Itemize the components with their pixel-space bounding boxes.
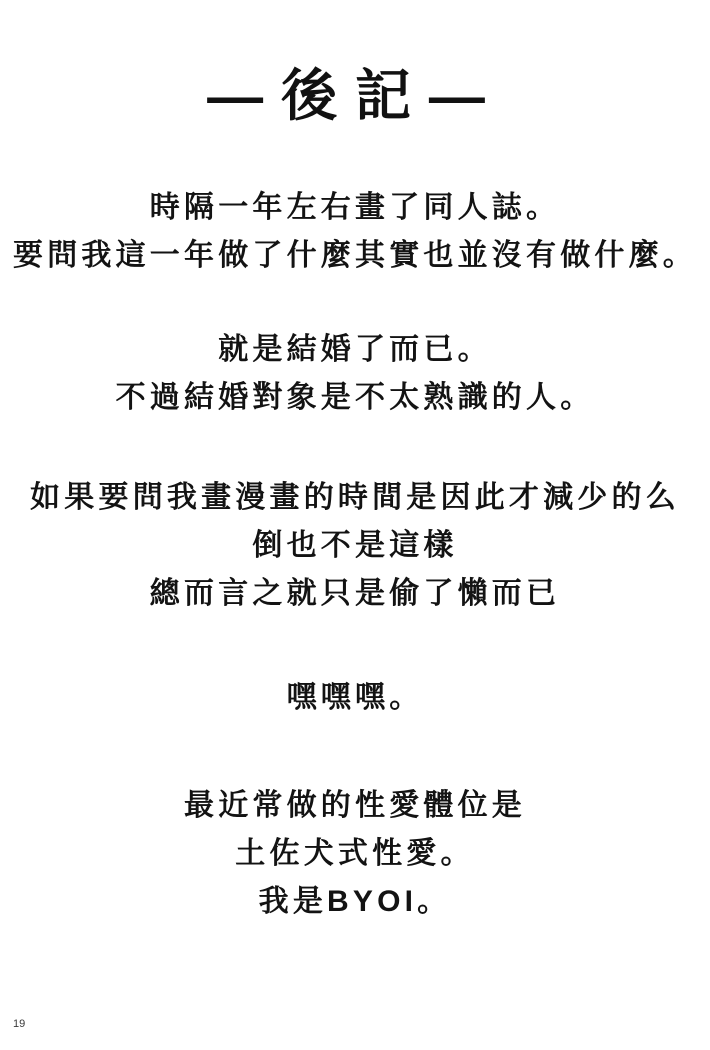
paragraph-intro bbox=[0, 184, 710, 280]
page-title: —後記— bbox=[207, 64, 503, 127]
text-line: 土佐犬式性愛。 bbox=[235, 837, 475, 870]
text-line: 要問我這一年做了什麼其實也並沒有做什麼。 bbox=[13, 239, 697, 272]
text-line: 最近常做的性愛體位是 bbox=[184, 789, 526, 822]
text-line: 嘿嘿嘿。 bbox=[286, 681, 424, 714]
text-line: 就是結婚了而已。 bbox=[218, 333, 492, 366]
text-line: 我是BYOI。 bbox=[258, 885, 452, 918]
paragraph-laugh bbox=[0, 674, 710, 722]
text-line: 時隔一年左右畫了同人誌。 bbox=[149, 191, 561, 224]
paragraph-signoff bbox=[0, 782, 710, 926]
paragraph-marriage bbox=[0, 326, 710, 422]
text-line: 倒也不是這樣 bbox=[252, 529, 458, 562]
text-line: 不過結婚對象是不太熟識的人。 bbox=[115, 381, 595, 414]
text-line: 如果要問我畫漫畫的時間是因此才減少的么 bbox=[30, 481, 680, 514]
text-line: 總而言之就只是偷了懶而已 bbox=[149, 577, 561, 610]
paragraph-drawing-time bbox=[0, 474, 710, 618]
page-number: 19 bbox=[13, 1018, 26, 1030]
